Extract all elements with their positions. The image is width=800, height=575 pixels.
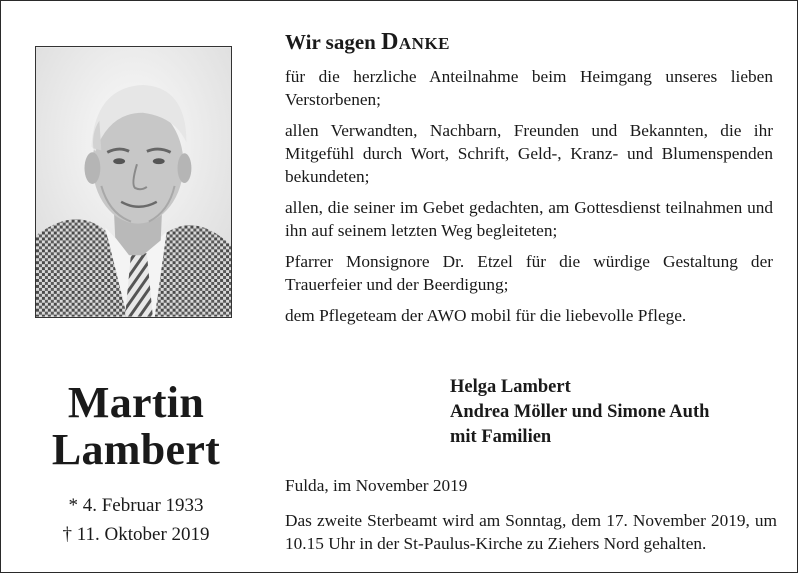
- signer-name: Andrea Möller und Simone Auth: [450, 402, 710, 422]
- thanks-paragraph: für die herzliche Anteilnahme beim Heimgang unseres lieben Verstorbenen;: [285, 67, 773, 109]
- thanks-paragraph: allen Verwandten, Nachbarn, Freunden und Bekannten, die ihr Mitgefühl durch Wort, Schrift, Geld-, Kranz- und Blumenspenden bekundeten;: [285, 121, 773, 186]
- death-line: [21, 522, 251, 547]
- deceased-last-name: Lambert: [51, 425, 221, 474]
- deceased-info: [21, 379, 251, 547]
- portrait-illustration: [36, 47, 231, 317]
- place-date: Fulda, im November 2019: [285, 476, 468, 495]
- birth-date: 4. Februar 1933: [82, 495, 204, 516]
- birth-symbol: *: [68, 495, 78, 516]
- signers: [450, 375, 790, 450]
- death-date: 11. Oktober 2019: [76, 524, 210, 545]
- thanks-paragraph: Pfarrer Monsignore Dr. Etzel für die würdige Gestaltung der Trauerfeier und der Beerdigung;: [285, 252, 773, 294]
- deceased-first-name: Martin: [67, 378, 205, 427]
- thanks-headline: [285, 29, 773, 55]
- birth-line: [21, 493, 251, 518]
- portrait-photo: [35, 46, 232, 318]
- headline-emphasis: Danke: [381, 29, 451, 55]
- signer-name: mit Familien: [450, 427, 552, 447]
- memorial-mass-announcement: Das zweite Sterbeamt wird am Sonntag, dem 17. November 2019, um 10.15 Uhr in der St-Paulus-Kirche zu Ziehers Nord gehalten.: [285, 511, 777, 553]
- thanks-section: [285, 29, 773, 327]
- headline-lead: Wir sagen: [285, 30, 382, 54]
- thanks-paragraph: allen, die seiner im Gebet gedachten, am Gottesdienst teilnahmen und ihn auf seinem letzten Weg begleiteten;: [285, 198, 773, 240]
- signer-name: Helga Lambert: [450, 377, 571, 397]
- thanks-paragraph: dem Pflegeteam der AWO mobil für die liebevolle Pflege.: [285, 306, 687, 325]
- death-symbol: †: [62, 524, 72, 545]
